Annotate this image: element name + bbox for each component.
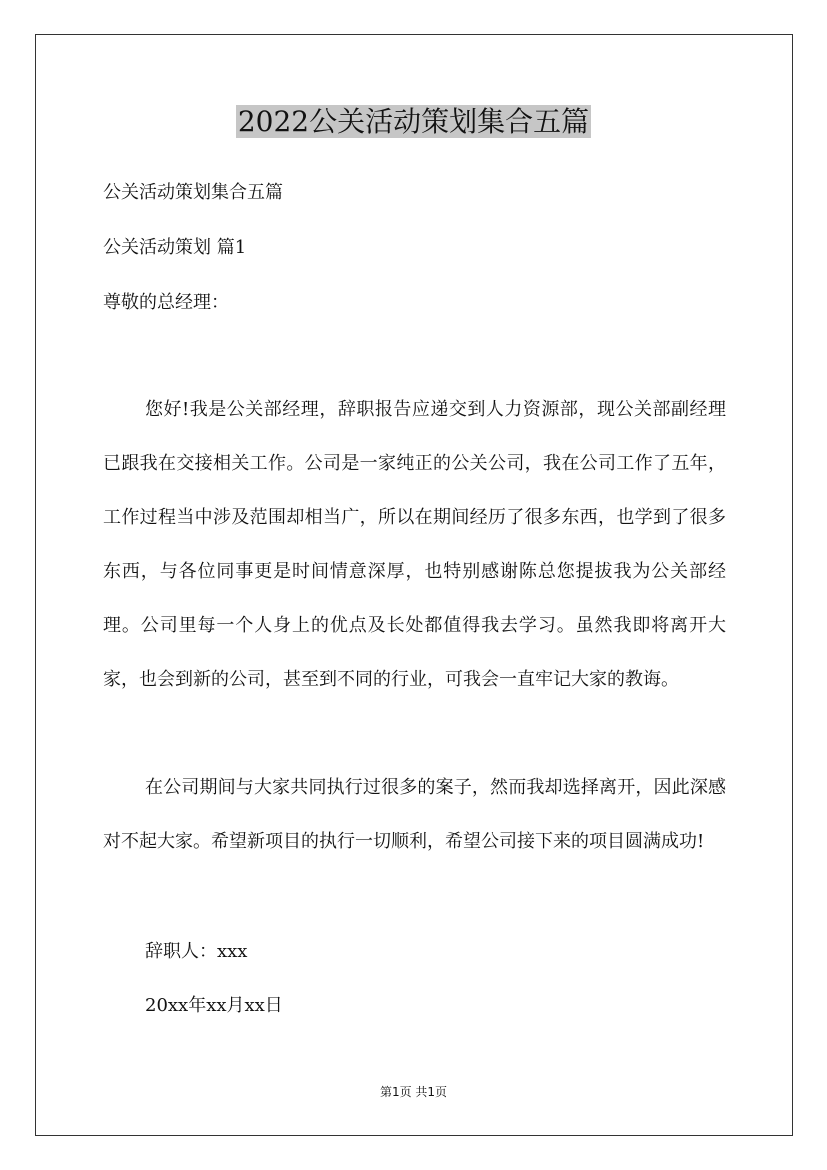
body-paragraph-1: 您好!我是公关部经理，辞职报告应递交到人力资源部，现公关部副经理已跟我在交接相关工作。公司是一家纯正的公关公司，我在公司工作了五年，工作过程当中涉及范围却相当广，所以在期间经历了很多东西，也学到了很多东西，与各位同事更是时间情意深厚，也特别感谢陈总您提拔我为公关部经理。公司里每一个人身上的优点及长处都值得我去学习。虽然我即将离开大家，也会到新的公司，甚至到不同的行业，可我会一直牢记大家的教诲。 (103, 399, 726, 690)
body-paragraph-2: 在公司期间与大家共同执行过很多的案子，然而我却选择离开，因此深感对不起大家。希望新项目的执行一切顺利，希望公司接下来的项目圆满成功! (103, 777, 726, 852)
document-title (0, 100, 827, 144)
signature: 辞职人：xxx (145, 941, 248, 962)
page-footer: 第1页 共1页 (379, 1085, 448, 1099)
document-title-text: 2022公关活动策划集合五篇 (237, 105, 590, 138)
salutation: 尊敬的总经理： (103, 292, 229, 313)
date: 20xx年xx月xx日 (145, 995, 283, 1016)
document-subtitle: 公关活动策划集合五篇 (103, 182, 283, 203)
section-heading: 公关活动策划 篇1 (103, 237, 247, 258)
